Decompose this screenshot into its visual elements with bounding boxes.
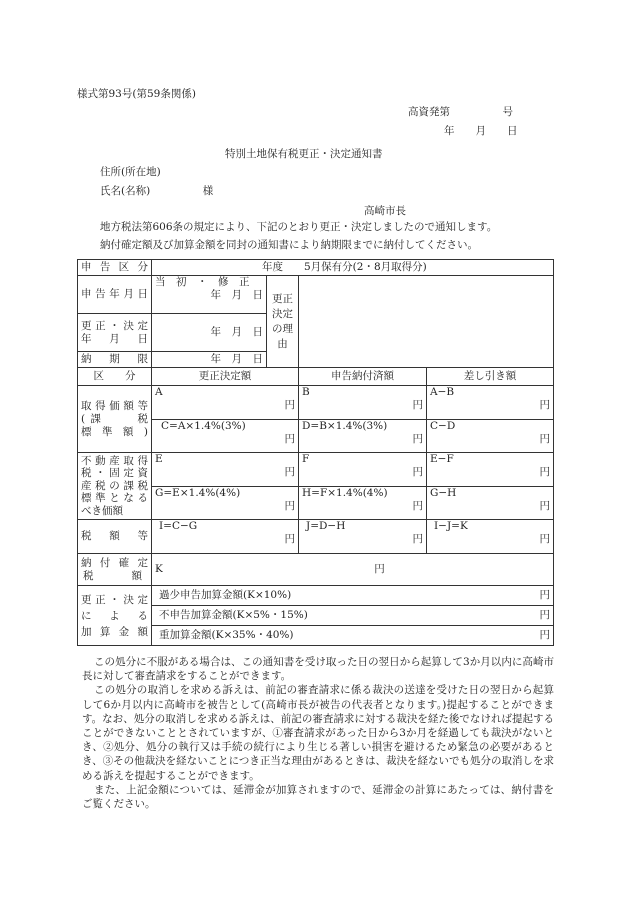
reason-label: 更正決定の理由 bbox=[267, 276, 299, 368]
decision-date-label bbox=[78, 314, 152, 352]
col-filed: 申告納付済額 bbox=[299, 368, 427, 386]
note-lawsuit: この処分の取消しを求める訴えは、前記の審査請求に係る裁決の送達を受けた日の翌日から起算して6か月以内に高崎市を被告として(高崎市長が被告の代表者となります。)提起することができます。なお、処分の取消しを求める訴えは、前記の審査請求に対する裁決を経た後でなければ提起することができないこととされていますが、①審査請求があった日から3か月を経過しても裁決がないとき、②処分、処分の執行又は手続の続行により生じる著しい損害を避けるため緊急の必要があるとき、③その他裁決を経ないことにつき正当な理由があるときは、裁決を経ないでも処分の取消しを求める訴えを提起することができます。 bbox=[82, 684, 554, 782]
tax-table bbox=[77, 259, 554, 646]
confirmed-label-1: 納付確定 bbox=[81, 556, 148, 569]
k-label: K bbox=[155, 563, 163, 575]
filing-date-ymd: 年 月 日 bbox=[210, 289, 263, 301]
note-late-fee: また、上記金額については、延滞金が加算されますので、延滞金の計算にあたっては、納付書をご覧ください。 bbox=[82, 783, 554, 811]
cell-c-minus-d: C−D 円 bbox=[427, 420, 554, 453]
decision-date-ymd: 年 月 日 bbox=[152, 314, 267, 352]
due-date-ymd: 年 月 日 bbox=[152, 352, 267, 368]
col-difference: 差し引き額 bbox=[427, 368, 554, 386]
address-label: 住所(所在地) bbox=[100, 166, 161, 178]
cell-i-minus-j: I−J=K 円 bbox=[427, 520, 554, 554]
surcharge-row-3: 重加算金額(K×35%・40%) 円 bbox=[152, 626, 554, 646]
intro-line-1: 地方税法第606条の規定により、下記のとおり更正・決定しましたので通知します。 bbox=[100, 221, 498, 233]
cell-a: A 円 bbox=[152, 386, 299, 420]
filing-category-label: 申告区分 bbox=[78, 260, 152, 276]
confirmed-label-2: 税額 bbox=[83, 569, 142, 582]
surcharge-label-2: による bbox=[81, 609, 148, 622]
surcharge-label bbox=[78, 586, 152, 646]
row2-label-line-3: 標準となる bbox=[81, 492, 148, 505]
cell-e-minus-f: E−F 円 bbox=[427, 453, 554, 487]
row2-label-line-0: 不動産取得 bbox=[81, 454, 148, 467]
confirmed-label bbox=[78, 554, 152, 586]
intro-line-2: 納付確定額及び加算金額を同封の通知書により納期限までに納付してください。 bbox=[100, 239, 478, 251]
row3-label: 税額等 bbox=[78, 520, 152, 554]
cell-e: E 円 bbox=[152, 453, 299, 487]
name-label: 氏名(名称) 様 bbox=[100, 185, 214, 197]
surcharge-label-1: 更正・決定 bbox=[81, 593, 148, 606]
surcharge-row-2: 不申告加算金額(K×5%・15%) 円 bbox=[152, 606, 554, 626]
note-appeal: この処分に不服がある場合は、この通知書を受け取った日の翌日から起算して3か月以内に高崎市長に対して審査請求をすることができます。 bbox=[82, 656, 554, 683]
col-corrected: 更正決定額 bbox=[152, 368, 299, 386]
surcharge-row-1: 過少申告加算金額(K×10%) 円 bbox=[152, 586, 554, 606]
issue-date: 年 月 日 bbox=[444, 125, 518, 137]
row2-label bbox=[78, 453, 152, 520]
cell-g: G=E×1.4%(4%) 円 bbox=[152, 487, 299, 520]
row1-label-a: 取得価額等 bbox=[81, 399, 148, 412]
form-number: 様式第93号(第59条関係) bbox=[77, 88, 196, 100]
col-category: 区 分 bbox=[78, 368, 152, 386]
cell-i: I=C−G 円 bbox=[152, 520, 299, 554]
cell-j: J=D−H 円 bbox=[299, 520, 427, 554]
row1-label-b: (課 税 bbox=[81, 412, 148, 425]
surcharge-label-3: 加算金額 bbox=[81, 625, 148, 638]
cell-f: F 円 bbox=[299, 453, 427, 487]
k-yen: 円 bbox=[374, 563, 385, 575]
cell-a-minus-b: A−B 円 bbox=[427, 386, 554, 420]
filing-date-cell bbox=[152, 276, 267, 314]
decision-date-label-1: 更正・決定 bbox=[81, 319, 148, 332]
cell-b: B 円 bbox=[299, 386, 427, 420]
cell-d: D=B×1.4%(3%) 円 bbox=[299, 420, 427, 453]
initial-correction: 当 初 ・ 修 正 bbox=[155, 276, 250, 288]
cell-h: H=F×1.4%(4%) 円 bbox=[299, 487, 427, 520]
issuer: 高崎市長 bbox=[364, 205, 406, 217]
decision-date-label-2: 年 月 日 bbox=[81, 332, 148, 345]
row1-label-c: 標準額) bbox=[81, 425, 148, 438]
filing-date-label: 申告年月日 bbox=[78, 276, 152, 314]
cell-k bbox=[152, 554, 554, 586]
row2-label-line-2: 産税の課税 bbox=[81, 479, 148, 492]
due-date-label: 納期限 bbox=[78, 352, 152, 368]
cell-g-minus-h: G−H 円 bbox=[427, 487, 554, 520]
document-number: 高資発第 号 bbox=[408, 106, 513, 118]
filing-category-value: 年度 5月保有分(2・8月取得分) bbox=[152, 260, 554, 276]
reason-cell bbox=[299, 276, 554, 368]
row1-label bbox=[78, 386, 152, 453]
row2-label-line-4: べき価額 bbox=[81, 504, 123, 517]
row2-label-line-1: 税・固定資 bbox=[81, 467, 148, 480]
notes bbox=[82, 655, 554, 811]
cell-c: C=A×1.4%(3%) 円 bbox=[152, 420, 299, 453]
page-title: 特別土地保有税更正・決定通知書 bbox=[225, 148, 383, 160]
